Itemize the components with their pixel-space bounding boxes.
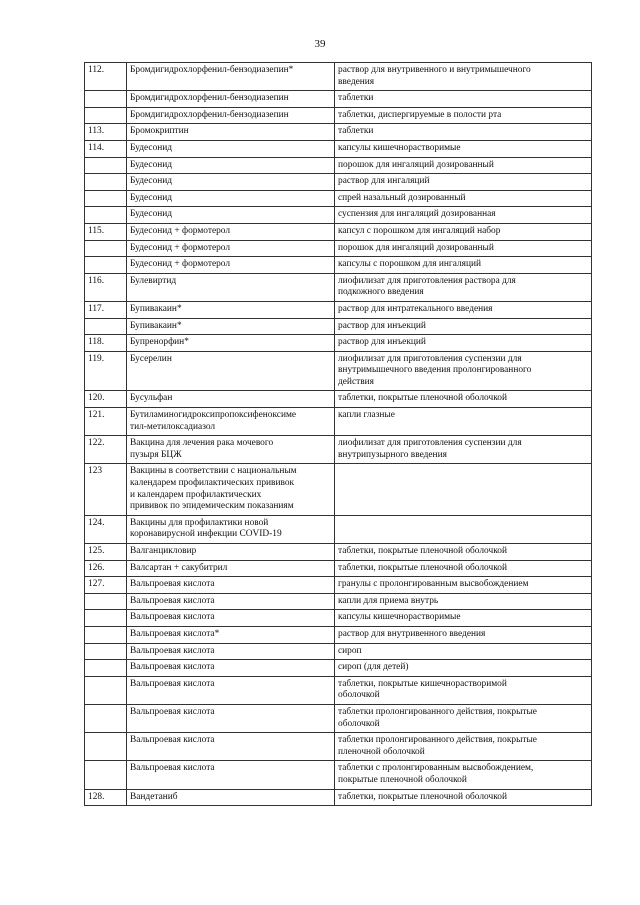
drug-name-cell: Бромдигидрохлорфенил-бензодиазепин* xyxy=(127,63,335,91)
dosage-form-cell xyxy=(335,515,592,543)
row-number-cell xyxy=(85,240,127,257)
dosage-form-cell: таблетки xyxy=(335,91,592,108)
drug-name-cell: Будесонид xyxy=(127,157,335,174)
drug-name-cell: Вальпроевая кислота xyxy=(127,761,335,789)
table-row xyxy=(85,577,592,594)
drug-name-cell: Вальпроевая кислота xyxy=(127,593,335,610)
drug-name-cell: Вальпроевая кислота xyxy=(127,733,335,761)
row-number-cell xyxy=(85,91,127,108)
drug-name-cell: Булевиртид xyxy=(127,273,335,301)
row-number-cell: 128. xyxy=(85,789,127,806)
table-row xyxy=(85,436,592,464)
row-number-cell xyxy=(85,107,127,124)
drug-name-cell: Будесонид xyxy=(127,140,335,157)
row-number-cell: 124. xyxy=(85,515,127,543)
table-row xyxy=(85,223,592,240)
drug-name-cell: Вакцины в соответствии с национальным календарем профилактических прививок и календарем профилактических прививок по эпидемическим показаниям xyxy=(127,464,335,515)
table-row xyxy=(85,593,592,610)
table-row xyxy=(85,63,592,91)
drug-name-cell: Вандетаниб xyxy=(127,789,335,806)
drug-name-cell: Бусерелин xyxy=(127,351,335,391)
table-row xyxy=(85,318,592,335)
table-row xyxy=(85,174,592,191)
dosage-form-cell: таблетки xyxy=(335,124,592,141)
dosage-form-cell: спрей назальный дозированный xyxy=(335,190,592,207)
table-row xyxy=(85,676,592,704)
dosage-form-cell: капсулы кишечнорастворимые xyxy=(335,610,592,627)
dosage-form-cell: капсул с порошком для ингаляций набор xyxy=(335,223,592,240)
dosage-form-cell: сироп xyxy=(335,643,592,660)
dosage-form-cell: таблетки, покрытые пленочной оболочкой xyxy=(335,560,592,577)
table-row xyxy=(85,626,592,643)
table-row xyxy=(85,643,592,660)
table-row xyxy=(85,660,592,677)
row-number-cell: 119. xyxy=(85,351,127,391)
row-number-cell xyxy=(85,157,127,174)
dosage-form-cell: раствор для интратекального введения xyxy=(335,301,592,318)
table-row xyxy=(85,408,592,436)
drug-name-cell: Бусульфан xyxy=(127,391,335,408)
dosage-form-cell: гранулы с пролонгированным высвобождением xyxy=(335,577,592,594)
drug-name-cell: Будесонид xyxy=(127,190,335,207)
row-number-cell xyxy=(85,733,127,761)
drug-name-cell: Вакцины для профилактики новой коронавирусной инфекции COVID-19 xyxy=(127,515,335,543)
row-number-cell xyxy=(85,643,127,660)
table-row xyxy=(85,515,592,543)
drug-name-cell: Вальпроевая кислота* xyxy=(127,626,335,643)
table-row xyxy=(85,190,592,207)
dosage-form-cell: таблетки, покрытые пленочной оболочкой xyxy=(335,789,592,806)
dosage-form-cell: лиофилизат для приготовления суспензии для внутримышечного введения пролонгированного действия xyxy=(335,351,592,391)
row-number-cell: 118. xyxy=(85,335,127,352)
dosage-form-cell: таблетки с пролонгированным высвобождением, покрытые пленочной оболочкой xyxy=(335,761,592,789)
table-row xyxy=(85,107,592,124)
table-row xyxy=(85,704,592,732)
drug-name-cell: Бупивакаин* xyxy=(127,301,335,318)
table-row xyxy=(85,273,592,301)
table-row xyxy=(85,560,592,577)
dosage-form-cell: раствор для инъекций xyxy=(335,318,592,335)
dosage-form-cell: таблетки пролонгированного действия, покрытые пленочной оболочкой xyxy=(335,733,592,761)
row-number-cell: 120. xyxy=(85,391,127,408)
table-row xyxy=(85,140,592,157)
drug-name-cell: Бутиламиногидроксипропоксифеноксиме тил-метилоксадиазол xyxy=(127,408,335,436)
drug-name-cell: Будесонид xyxy=(127,207,335,224)
dosage-form-cell: раствор для внутривенного введения xyxy=(335,626,592,643)
table-row xyxy=(85,240,592,257)
dosage-form-cell: раствор для внутривенного и внутримышечного введения xyxy=(335,63,592,91)
drug-table xyxy=(84,62,592,806)
table-row xyxy=(85,301,592,318)
row-number-cell: 116. xyxy=(85,273,127,301)
drug-name-cell: Будесонид + формотерол xyxy=(127,257,335,274)
drug-name-cell: Вальпроевая кислота xyxy=(127,660,335,677)
drug-name-cell: Вальпроевая кислота xyxy=(127,643,335,660)
dosage-form-cell xyxy=(335,464,592,515)
table-row xyxy=(85,335,592,352)
row-number-cell xyxy=(85,257,127,274)
drug-name-cell: Валганцикловир xyxy=(127,544,335,561)
table-row xyxy=(85,207,592,224)
dosage-form-cell: капсулы с порошком для ингаляций xyxy=(335,257,592,274)
page-number: 39 xyxy=(314,38,326,50)
drug-name-cell: Вакцина для лечения рака мочевого пузыря БЦЖ xyxy=(127,436,335,464)
row-number-cell: 121. xyxy=(85,408,127,436)
table-row xyxy=(85,789,592,806)
row-number-cell xyxy=(85,190,127,207)
row-number-cell: 127. xyxy=(85,577,127,594)
row-number-cell xyxy=(85,174,127,191)
drug-name-cell: Вальпроевая кислота xyxy=(127,610,335,627)
table-row xyxy=(85,464,592,515)
drug-name-cell: Бромокриптин xyxy=(127,124,335,141)
drug-table-body xyxy=(85,63,592,806)
dosage-form-cell: порошок для ингаляций дозированный xyxy=(335,157,592,174)
row-number-cell: 126. xyxy=(85,560,127,577)
dosage-form-cell: капли для приема внутрь xyxy=(335,593,592,610)
row-number-cell xyxy=(85,318,127,335)
table-row xyxy=(85,761,592,789)
row-number-cell: 125. xyxy=(85,544,127,561)
row-number-cell xyxy=(85,660,127,677)
table-row xyxy=(85,257,592,274)
row-number-cell: 122. xyxy=(85,436,127,464)
row-number-cell: 115. xyxy=(85,223,127,240)
dosage-form-cell: таблетки, покрытые пленочной оболочкой xyxy=(335,544,592,561)
row-number-cell xyxy=(85,704,127,732)
drug-name-cell: Бромдигидрохлорфенил-бензодиазепин xyxy=(127,91,335,108)
dosage-form-cell: таблетки пролонгированного действия, покрытые оболочкой xyxy=(335,704,592,732)
row-number-cell xyxy=(85,676,127,704)
dosage-form-cell: суспензия для ингаляций дозированная xyxy=(335,207,592,224)
dosage-form-cell: таблетки, покрытые кишечнорастворимой оболочкой xyxy=(335,676,592,704)
row-number-cell xyxy=(85,207,127,224)
table-row xyxy=(85,391,592,408)
dosage-form-cell: капли глазные xyxy=(335,408,592,436)
table-row xyxy=(85,733,592,761)
drug-name-cell: Вальпроевая кислота xyxy=(127,676,335,704)
dosage-form-cell: раствор для инъекций xyxy=(335,335,592,352)
row-number-cell: 123 xyxy=(85,464,127,515)
dosage-form-cell: лиофилизат для приготовления раствора для подкожного введения xyxy=(335,273,592,301)
row-number-cell xyxy=(85,761,127,789)
dosage-form-cell: сироп (для детей) xyxy=(335,660,592,677)
dosage-form-cell: таблетки, диспергируемые в полости рта xyxy=(335,107,592,124)
row-number-cell: 114. xyxy=(85,140,127,157)
dosage-form-cell: лиофилизат для приготовления суспензии для внутрипузырного введения xyxy=(335,436,592,464)
dosage-form-cell: порошок для ингаляций дозированный xyxy=(335,240,592,257)
drug-name-cell: Будесонид + формотерол xyxy=(127,223,335,240)
drug-name-cell: Вальпроевая кислота xyxy=(127,577,335,594)
drug-name-cell: Валсартан + сакубитрил xyxy=(127,560,335,577)
row-number-cell xyxy=(85,626,127,643)
drug-name-cell: Будесонид xyxy=(127,174,335,191)
row-number-cell: 112. xyxy=(85,63,127,91)
table-row xyxy=(85,91,592,108)
dosage-form-cell: раствор для ингаляций xyxy=(335,174,592,191)
row-number-cell xyxy=(85,610,127,627)
row-number-cell: 113. xyxy=(85,124,127,141)
drug-name-cell: Вальпроевая кислота xyxy=(127,704,335,732)
drug-name-cell: Бромдигидрохлорфенил-бензодиазепин xyxy=(127,107,335,124)
dosage-form-cell: таблетки, покрытые пленочной оболочкой xyxy=(335,391,592,408)
dosage-form-cell: капсулы кишечнорастворимые xyxy=(335,140,592,157)
table-row xyxy=(85,157,592,174)
row-number-cell: 117. xyxy=(85,301,127,318)
table-row xyxy=(85,124,592,141)
table-row xyxy=(85,351,592,391)
row-number-cell xyxy=(85,593,127,610)
table-row xyxy=(85,610,592,627)
drug-name-cell: Будесонид + формотерол xyxy=(127,240,335,257)
table-row xyxy=(85,544,592,561)
drug-name-cell: Бупивакаин* xyxy=(127,318,335,335)
drug-name-cell: Бупренорфин* xyxy=(127,335,335,352)
